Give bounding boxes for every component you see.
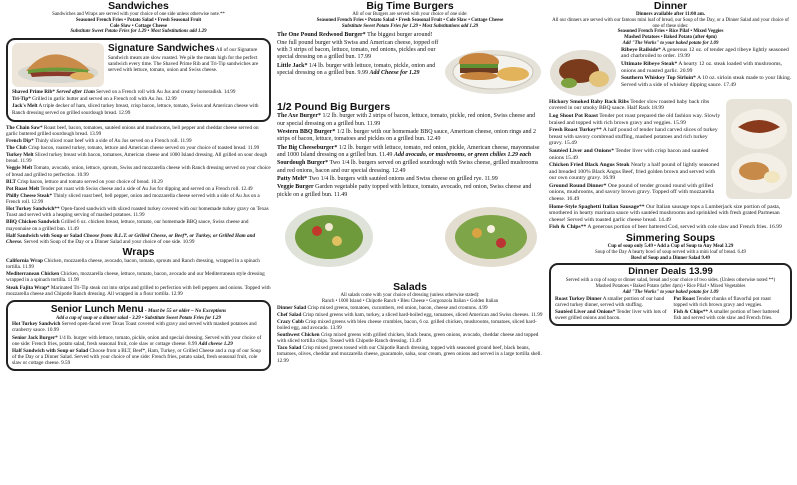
- senior-subtitle: - Must be 55 or older – No Exceptions: [144, 307, 227, 314]
- salads-title: Salads: [393, 280, 427, 293]
- menu-item: Steak Fajita Wrap* Marinated Tri-Tip steak cut into strips and grilled to perfection with bell peppers and onions. Topped with mozzarella cheese and Chipotle Ranch dressing. All wrapped in a flour tortilla. 12.99: [6, 284, 271, 297]
- dinner-deals-sides: Mashed Potatoes • Baked Potato (after 4pm) • Rice Pilaf • Mixed Vegetables: [595, 284, 746, 290]
- left-column: [6, 0, 271, 485]
- menu-item: Chef Salad Crisp mixed greens with ham, turkey, a sliced hard-boiled egg, tomatoes, sliced American and Swiss cheeses. 11.99: [277, 311, 543, 318]
- menu-item: The One Pound Redwood Burger* The biggest burger around! One full pound burger with Swiss and American cheese, topped off with 3 strips of bacon, lettuce, tomato, red onions, pickles and our special dressing on a grilled bun. 17.99: [277, 32, 439, 61]
- menu-item: Turkey Melt Sliced turkey breast with bacon, tomatoes, American cheese and 1000 Island dressing. All grilled on sour dough bread. 11.99: [6, 152, 268, 165]
- menu-item: Ground Round Dinner* One pound of tender ground round with grilled onions, mushrooms, and savory brown gravy. Topped off with mozzarella cheese. 16.49: [549, 182, 714, 203]
- menu-item: Philly Cheese Steak* Thinly sliced roast beef, bell pepper, onion and mozzarella cheese served with a side of Au Jus on a French roll. 12.99: [6, 192, 260, 206]
- menu-item: Veggie Burger Garden vegetable patty topped with lettuce, tomato, avocado, red onion, Swiss cheese and pickle on a grilled bun. 11.49: [277, 184, 532, 198]
- sandwich-list: [6, 125, 271, 245]
- dinner-deals-box: [549, 263, 792, 326]
- burgers-title: Big Time Burgers: [366, 0, 454, 12]
- burgers-substitutions: Substitute Sweet Potato Fries for 1.29 • Most Substitutions add 1.29: [341, 23, 479, 29]
- menu-item: The Axe Burger* 1/2 lb. burger with 2 strips of bacon, lettuce, tomato, pickle, red onion, Swiss cheese and our special dressing on a grilled bun. 11.99: [277, 113, 536, 127]
- menu-item: Sautéed Liver and Onions* Tender liver with crisp bacon and sautéed onions 15.49: [549, 147, 709, 161]
- salads-note: All salads come with your choice of dressing (unless otherwise stated):: [340, 292, 480, 298]
- burgers-note: All of our Burgers are served with your choice of one side:: [352, 12, 468, 18]
- menu-item: The Chain Saw* Roast beef, bacon, tomatoes, sautéed onions and mushrooms, bell pepper and cheddar cheese served on garlic buttered grilled sourdough bread. 13.99: [6, 124, 259, 137]
- menu-item: Pot Roast Tender chunks of flavorful pot roast topped with rich brown gravy and veggies.: [673, 295, 771, 308]
- wraps-title: Wraps: [122, 245, 155, 258]
- menu-item: The Big Cheeseburger* 1/2 lb. burger with lettuce, tomato, red onion, pickle, American cheese, mayonnaise and 1000 Island dressing on a grilled bun. 11.49 Add avocado, or mushrooms, or green chilies 1.29 each: [277, 144, 540, 159]
- dinner-sides-2: Mashed Potatoes • Baked Potato (after 4pm): [624, 35, 717, 41]
- menu-item: Log Shoot Pot Roast Tender pot roast prepared the old fashion way. Slowly braised and topped with rich brown gravy and veggies. 15.99: [549, 112, 721, 126]
- steak-photo: [549, 47, 617, 97]
- signature-title: Signature Sandwiches: [108, 43, 215, 55]
- menu-item: Patty Melt* Two 1/4 lb. burgers with sautéed onions and Swiss cheese on grilled rye. 11.99: [277, 175, 498, 182]
- menu-item: California Wrap Chicken, mozzarella cheese, avocado, bacon, tomato, sprouts and Ranch dressing, wrapped in a spinach tortilla. 11.99: [6, 258, 260, 271]
- burgers-sides: Seasoned French Fries • Potato Salad • Fresh Seasonal Fruit • Cole Slaw • Cottage Cheese: [316, 17, 504, 23]
- signature-sandwiches-box: [6, 38, 271, 122]
- soups-line-1: Cup of soup only 5.49 • Add a Cup of Soup to Any Meal 3.29: [607, 244, 734, 250]
- menu-item: Sourdough Burger* Two 1/4 lb. burgers served on grilled sourdough with Swiss cheese, grilled mushrooms and red onions, bacon and our special dressing. 12.49: [277, 160, 539, 174]
- dinner-deals-works: Add "The Works" to your baked potato for 1.09: [622, 289, 719, 295]
- sandwiches-substitutions: Substitute Sweet Potato Fries for 1.29 • Most Substitutions add 1.29: [70, 29, 207, 35]
- signature-intro: All of our Signature Sandwich meats are slow roasted. We pile the meats high for the perfect sandwich every time. The Shaved Prime Rib and Tri-Tip sandwiches are served with lettuce, tomato, onion and Swiss cheese.: [108, 47, 259, 74]
- dinner-works-note: Add "The Works" to your baked potato for 1.09: [622, 40, 719, 46]
- menu-item: Half Sandwich with Soup or Salad Choose from: B.L.T. or Grilled Cheese, or Beef*, or Turkey, or Grilled Ham and Cheese. Served with Soup of the Day or a Dinner Salad and your choice of one side. 10.99: [6, 232, 256, 245]
- menu-item: Ribeye Railside* A generous 12 oz. of tender aged ribeye lightly seasoned and charbroiled to order. 19.99: [621, 46, 789, 60]
- menu-item: Hot Turkey Sandwich** Open-faced sandwich with sliced roasted turkey covered with our homemade turkey gravy on Texas Toast and served with a heaping serving of mashed potatoes. 11.99: [6, 206, 269, 219]
- dinner-availability: Dinners available after 11:00 am.: [635, 12, 706, 18]
- menu-item: Chicken Fried Black Angus Steak Nearly a half pound of lightly seasoned and breaded 100% Black Angus Beef, fried golden brown and served with our own country gravy. 16.99: [549, 162, 720, 182]
- senior-lunch-box: [6, 300, 271, 371]
- salad-photos: [277, 201, 543, 281]
- half-pound-title: 1/2 Pound Big Burgers: [277, 101, 391, 114]
- salad-photo: [277, 201, 543, 281]
- dinner-deals-title: Dinner Deals 13.99: [628, 266, 713, 278]
- soups-title: Simmering Soups: [625, 232, 716, 245]
- menu-item: Southern Whiskey Top Sirloin* A 10 oz. sirloin steak made to your liking. Served with a side of whiskey dipping sauce. 17.49: [621, 75, 792, 88]
- menu-item: BLT Crisp bacon, lettuce and tomato served on your choice of bread. 10.29: [6, 178, 163, 185]
- sandwiches-sides-2: Cole Slaw • Cottage Cheese: [109, 23, 168, 29]
- sandwich-photo: [12, 43, 104, 87]
- menu-item: Mediterranean Chicken Chicken, mozzarella cheese, lettuce, tomato, bacon, avocado and our Mediterranean style dressing wrapped in a spinach tortilla. 11.99: [6, 271, 265, 284]
- menu-item: Tri-Tip* Grilled in garlic butter and served on a French roll with Au Jus. 12.99: [12, 96, 177, 103]
- menu-item: BBQ Chicken Sandwich Grilled 6 oz. chicken breast, lettuce, tomato, our homemade BBQ sauce, Swiss cheese and mayonnaise on a grilled bun. 11.49: [6, 219, 249, 232]
- menu-item: Jack's Melt A triple decker of ham, sliced turkey breast, crisp bacon, lettuce, tomato, Swiss and American cheese with Ranch dressing served on grilled sourdough bread. 12.99: [12, 103, 259, 116]
- menu-item: The Club Crisp bacon, roasted turkey, tomato, lettuce and American cheese served on your choice of toasted bread. 11.99: [6, 145, 260, 152]
- menu-item: Shaved Prime Rib* Served after 11am Served on a French roll with Au Jus and creamy horseradish. 14.99: [12, 89, 236, 96]
- dinner-note: All our dinners are served with our famous mini loaf of bread, our Soup of the Day, or a Dinner Salad and your choice of one of these sides:: [552, 17, 789, 29]
- salads-dressings: Ranch • 1000 Island • Chipotle Ranch • Bleu Cheese • Gorgonzola Italian • Golden Italian: [321, 298, 499, 304]
- menu-item: Home-Style Spaghetti Italian Sausage** Our Italian sausage tops a Lumberjack size portion of pasta, smothered in hearty marinara sauce with sautéed mushrooms and sprinkled with fresh grated Parmesan cheese! Served with toasted garlic cheese bread. 14.49: [549, 203, 781, 223]
- menu-item: Ultimate Ribeye Steak* A hearty 12 oz. steak loaded with mushrooms, onions and roasted garlic. 20.99: [621, 60, 782, 74]
- burger-photo: [443, 32, 543, 96]
- menu-item: Roast Turkey Dinner A smaller portion of our hand carved turkey dinner, served with stuffing.: [555, 295, 665, 308]
- menu-item: Fish & Chips** A smaller portion of beer battered fish and served with cole slaw and French fries.: [673, 308, 780, 322]
- middle-column: [277, 0, 543, 485]
- menu-item: Pot Roast Melt Tender pot roast with Swiss cheese and a side of Au Jus for dipping and served on a French roll. 12.49: [6, 185, 253, 192]
- menu-item: Crazy Cobb Crisp mixed greens with bleu cheese crumbles, bacon, 6 oz. grilled chicken, mushrooms, tomatoes, sliced hard-boiled egg, and avocado. 13.99: [277, 318, 537, 331]
- menu-item: Fish & Chips** A generous portion of beer battered Cod, served with cole slaw and French fries. 16.99: [549, 224, 782, 231]
- menu-item: Little Jack* 1/4 lb. burger with lettuce, tomato, pickle, onion and special dressing on a grilled bun. 9.99 Add Cheese for 1.29: [277, 62, 436, 76]
- menu-item: Hot Turkey Sandwich Served open-faced over Texas Toast covered with gravy and served with mashed potatoes and cranberry sauce. 10.99: [12, 321, 257, 334]
- senior-title: Senior Lunch Menu: [50, 303, 144, 315]
- menu-item: Dinner Salad Crisp mixed greens, tomatoes, cucumbers, red onion, bacon, cheese and croutons. 4.99: [277, 304, 488, 311]
- menu-item: Veggie Melt Tomato, avocado, onion, lettuce, sprouts, Swiss and mozzarella cheese with Ranch dressing served on your choice of bread and grilled to perfection. 10.99: [6, 165, 271, 178]
- dinner-deals-note: Served with a cup of soup or dinner salad, bread and your choice of two sides. (Unless otherwise noted **): [565, 278, 776, 284]
- sandwiches-sides: Seasoned French Fries • Potato Salad • Fresh Seasonal Fruit: [75, 17, 202, 23]
- dinner-title: Dinner: [653, 0, 688, 12]
- menu-item: French Dip* Thinly sliced roast beef with a side of Au Jus served on a French roll. 11.99: [6, 137, 192, 144]
- sandwiches-note: Sandwiches and Wraps are served with your choice of one side unless otherwise note.**: [52, 12, 225, 18]
- menu-item: Fresh Roast Turkey** A half pound of tender hand carved slices of turkey breast with savory cornbread stuffing, mashed potatoes and rich turkey gravy. 15.49: [549, 127, 718, 147]
- menu-item: Southwest Chicken Crisp mixed greens with grilled chicken, black beans, green onions, avocado, cheddar cheese and topped with sliced tortilla chips. Tossed with Chipotle Ranch dressing. 13.49: [277, 332, 539, 345]
- soups-line-3: Bowl of Soup and a Dinner Salad 9.49: [631, 255, 710, 261]
- menu-item: Hickory Smoked Baby Back Ribs Tender slow roasted baby back ribs covered in our smoky BBQ sauce. Half Rack 18.99: [549, 98, 710, 112]
- soups-line-2: Soup of the Day A hearty bowl of soup served with a mini loaf of bread. 6.49: [594, 249, 747, 255]
- menu-item: Western BBQ Burger* 1/2 lb. burger with our homemade BBQ sauce, American cheese, onion rings and 2 strips of bacon, lettuce, tomatoes and pickles on a grilled bun. 12.49: [277, 129, 537, 143]
- dinner-sides: Seasoned French Fries • Rice Pilaf • Mixed Veggies: [617, 29, 724, 35]
- menu-item: Taco Salad Crisp mixed greens tossed with our Chipotle Ranch dressing, topped with seasoned ground beef, black beans, tomatoes, olives, cheddar and mozzarella cheese, guacamole, salsa, sour cream, green onions and served in a large tortilla shell. 12.99: [277, 345, 542, 364]
- menu-item: Senior Jack Burger* 1/4 lb. burger with lettuce, tomato, pickle, onion and special dressing. Served with your choice of one side: French fries, potato salad, fresh seasonal fruit, cole slaw or cottage cheese. 8.99 Add cheese 1.29: [12, 334, 262, 347]
- menu-item: Sautéed Liver and Onions* Tender liver with lots of sweet grilled onions and bacon.: [555, 308, 667, 322]
- sandwiches-title: Sandwiches: [108, 0, 169, 12]
- senior-note: Add a cup of soup or a dinner salad - 3.29 • Substitute Sweet Potato Fries for 1.29: [56, 315, 221, 321]
- menu-item: Half Sandwich with Soup or Salad Choose from a BLT, Beef*, Ham, Turkey, or Grilled Cheese and a cup of our Soup of the Day or a Dinner Salad. Served with your choice of one side: French fries, potato salad, fresh seasonal fruit, cole slaw or cottage cheese. 9.59: [12, 347, 261, 367]
- right-column: [549, 0, 792, 485]
- ribs-photo: [726, 99, 792, 199]
